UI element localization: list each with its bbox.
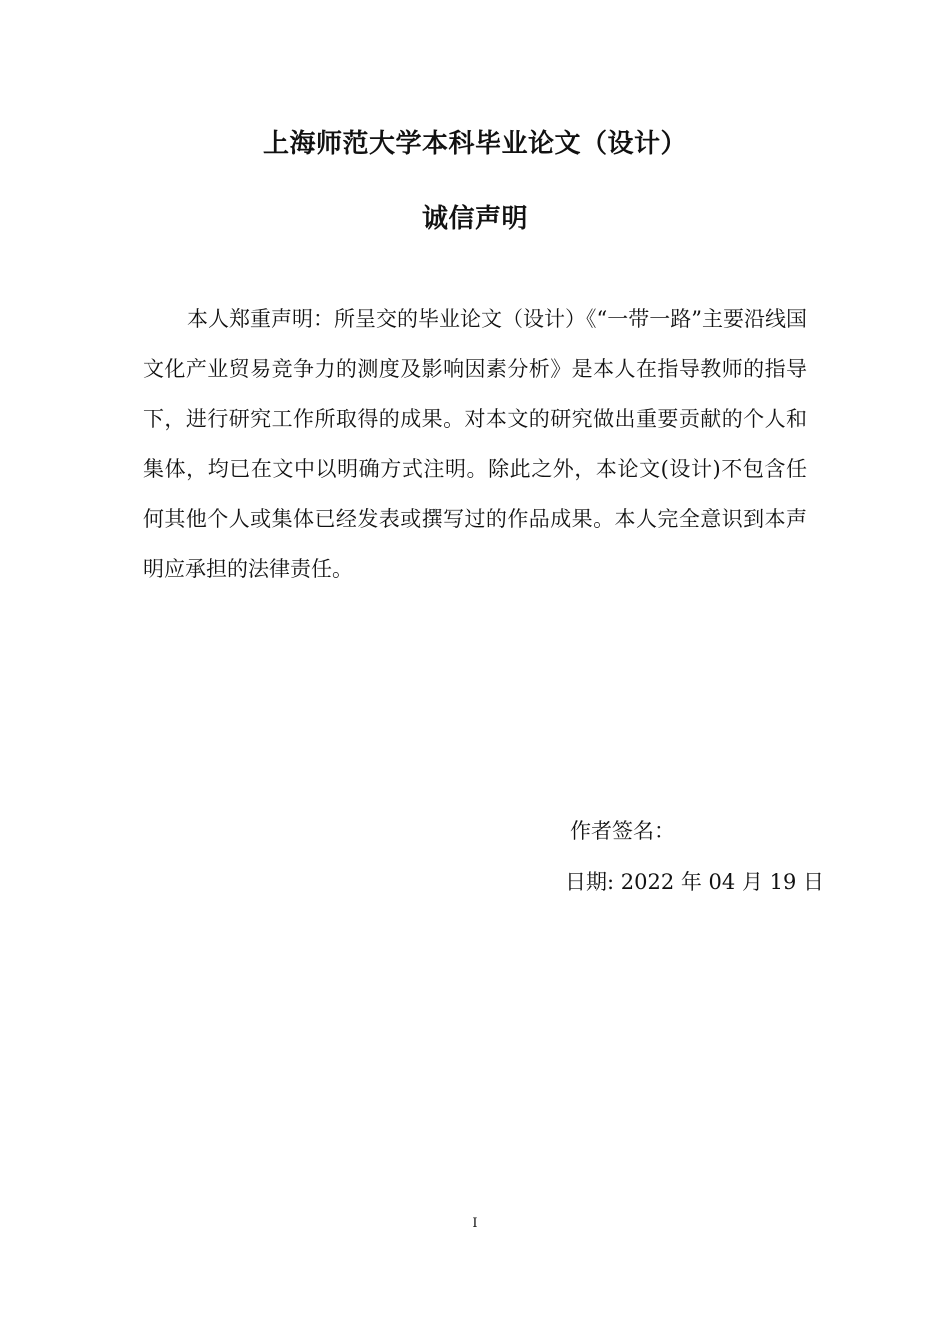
declaration-paragraph: 本人郑重声明：所呈交的毕业论文（设计）《“一带一路”主要沿线国文化产业贸易竞争力的测度及影响因素分析》是本人在指导教师的指导下，进行研究工作所取得的成果。对本文的研究做出重要贡献的个人和集体，均已在文中以明确方式注明。除此之外，本论文(设计)不包含任何其他个人或集体已经发表或撰写过的作品成果。本人完全意识到本声明应承担的法律责任。 bbox=[143, 307, 807, 581]
document-subtitle: 诚信声明 bbox=[421, 204, 528, 234]
date-line: 日期: 2022 年 04 月 19 日 bbox=[565, 870, 825, 894]
document-title: 上海师范大学本科毕业论文（设计） bbox=[262, 129, 687, 159]
signature-label: 作者签名： bbox=[570, 819, 675, 843]
page-number: I bbox=[472, 1216, 478, 1231]
